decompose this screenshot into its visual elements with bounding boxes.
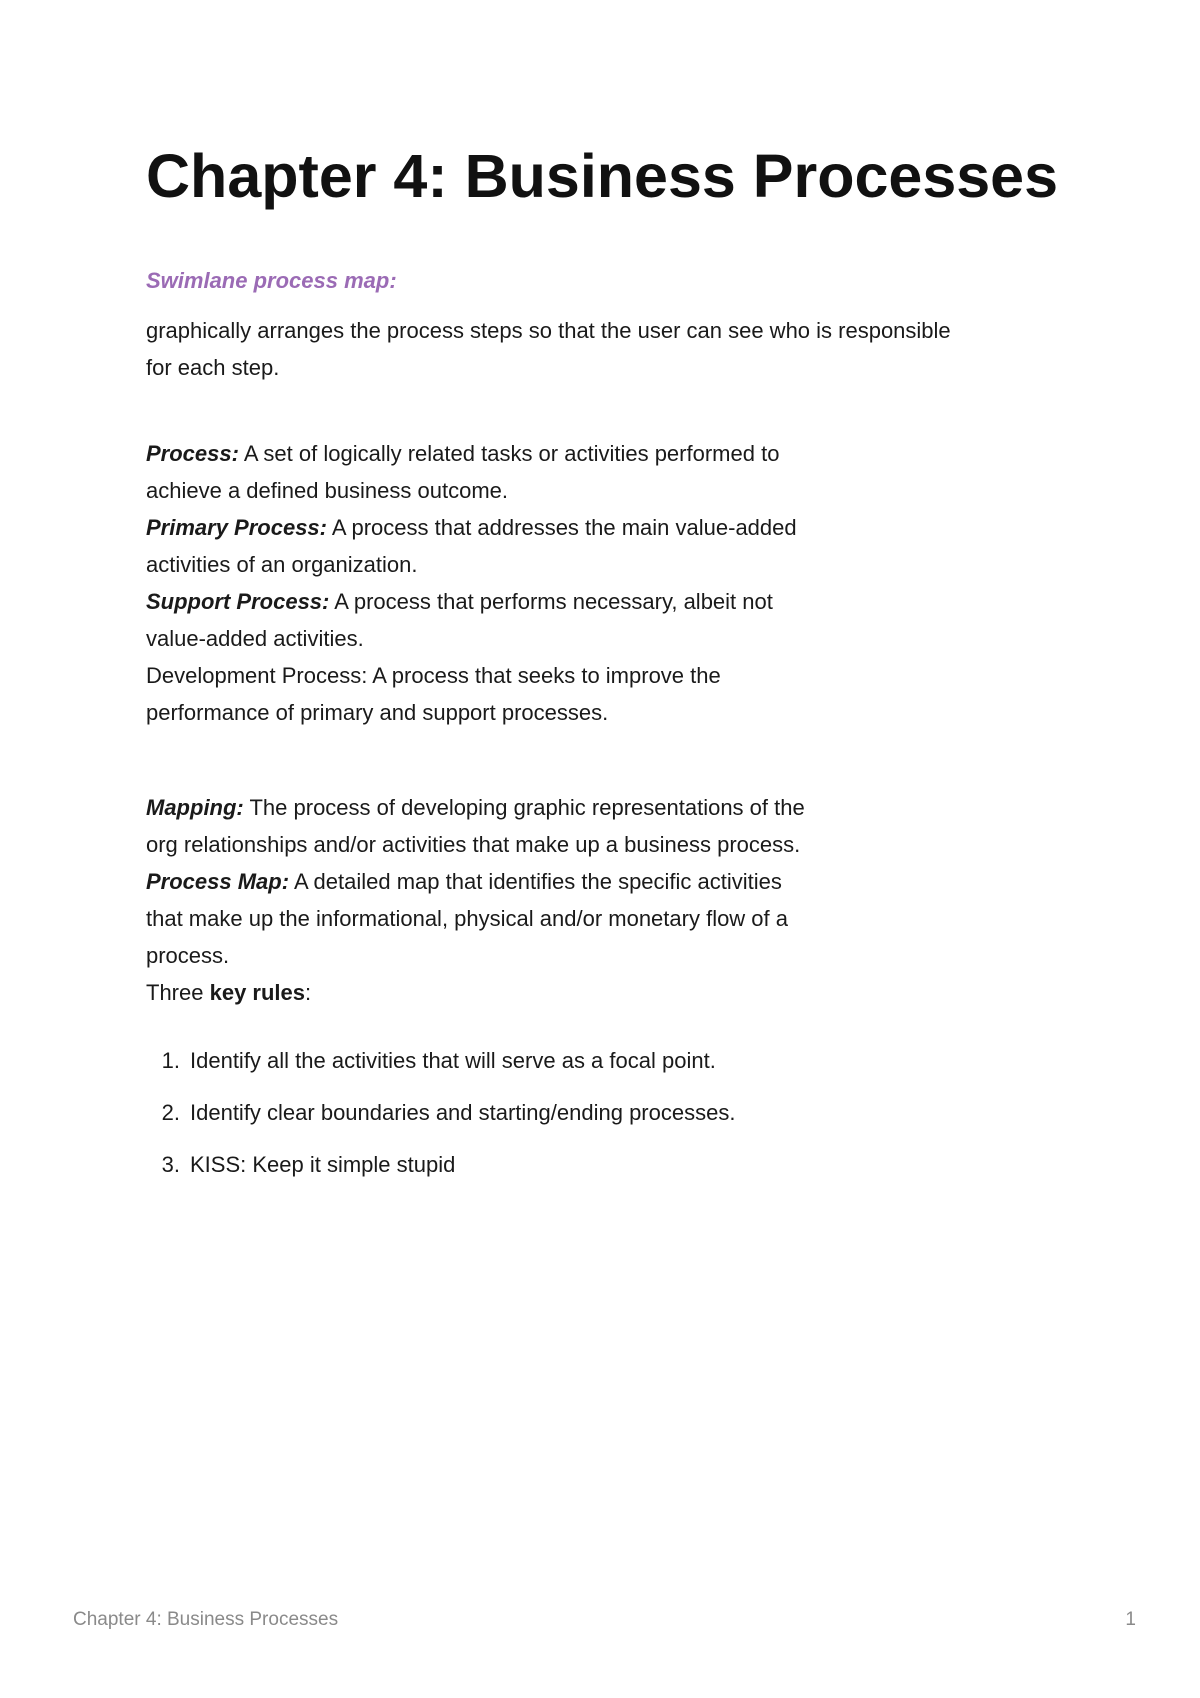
definition-text: A set of logically related tasks or activities performed to (238, 441, 780, 466)
rules-intro (146, 974, 906, 1011)
text-line: for each step. (146, 355, 280, 380)
process-definitions (146, 435, 906, 731)
rules-intro-bold: key rules (209, 980, 305, 1005)
list-item-number: 2. (161, 1100, 180, 1125)
definition-term: Support Process: (146, 589, 330, 614)
definition-term: Primary Process: (146, 515, 327, 540)
footer-title: Chapter 4: Business Processes (73, 1609, 339, 1630)
definition-line: value-added activities. (146, 626, 364, 651)
rules-intro-suffix: : (305, 980, 312, 1005)
definition-text: The process of developing graphic representations of the (243, 795, 805, 820)
list-item (146, 1035, 735, 1087)
definition-term: Process: (146, 441, 239, 466)
list-item (146, 1139, 735, 1191)
definition-line (146, 583, 906, 620)
page-footer (73, 1609, 1136, 1631)
definition-line (146, 435, 906, 472)
list-item (146, 1087, 735, 1139)
definition-line: Development Process: A process that seeks to improve the (146, 663, 721, 688)
list-item-text: KISS: Keep it simple stupid (190, 1152, 456, 1177)
definition-line: that make up the informational, physical and/or monetary flow of a (146, 906, 789, 931)
definition-text: A detailed map that identifies the specific activities (289, 869, 782, 894)
page-number: 1 (1125, 1609, 1136, 1630)
definition-line: performance of primary and support processes. (146, 700, 609, 725)
list-item-text: Identify clear boundaries and starting/ending processes. (190, 1100, 736, 1125)
definition-line: process. (146, 943, 230, 968)
rules-intro-prefix: Three (146, 980, 210, 1005)
definition-line (146, 509, 906, 546)
list-item-text: Identify all the activities that will serve as a focal point. (190, 1048, 716, 1073)
swimlane-description (146, 312, 1066, 386)
definition-term: Mapping: (146, 795, 244, 820)
section-subtitle: Swimlane process map: (146, 268, 397, 293)
key-rules-list (146, 1035, 735, 1191)
document-page (146, 140, 1066, 1177)
text-line: graphically arranges the process steps so that the user can see who is responsible (146, 318, 951, 343)
definition-term: Process Map: (146, 869, 290, 894)
list-item-number: 3. (161, 1152, 180, 1177)
mapping-definitions (146, 789, 906, 1011)
definition-text: A process that performs necessary, albeit not (329, 589, 773, 614)
definition-line: activities of an organization. (146, 552, 418, 577)
definition-line: org relationships and/or activities that make up a business process. (146, 832, 801, 857)
definition-line: achieve a defined business outcome. (146, 478, 509, 503)
definition-line (146, 789, 906, 826)
definition-text: A process that addresses the main value-added (327, 515, 797, 540)
list-item-number: 1. (161, 1048, 180, 1073)
definition-line (146, 863, 906, 900)
page-title: Chapter 4: Business Processes (146, 142, 1059, 210)
